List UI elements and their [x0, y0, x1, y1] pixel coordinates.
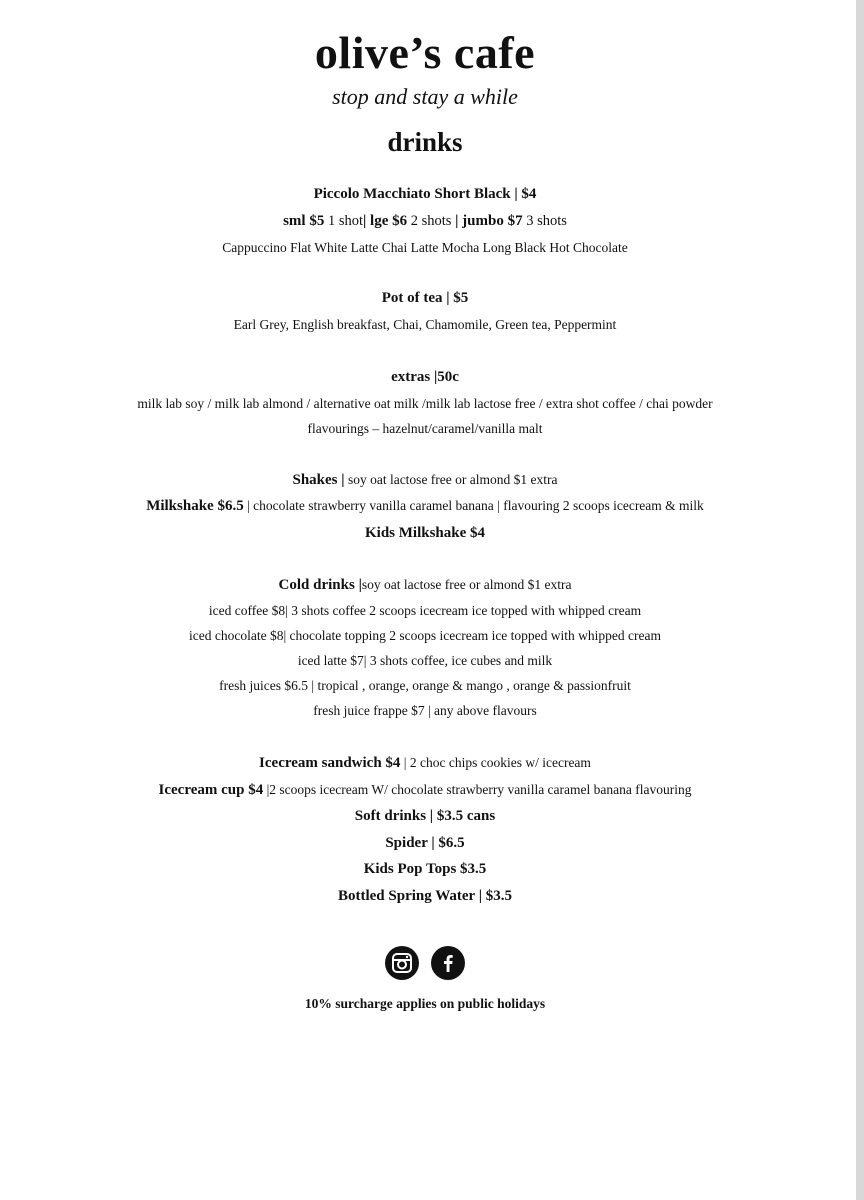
cafe-tagline: stop and stay a while — [332, 84, 518, 109]
page-edge — [856, 0, 864, 1200]
section-title-drinks: drinks — [387, 127, 463, 157]
cafe-title: olive’s cafe — [314, 27, 536, 78]
kids-milkshake: Kids Milkshake $4 — [364, 525, 486, 541]
cold-item: iced latte $7| 3 shots coffee, ice cubes and milk — [297, 653, 553, 668]
instagram-icon[interactable] — [385, 946, 419, 980]
milkshake-label: Milkshake $6.5 — [146, 498, 244, 514]
bottled-water: Bottled Spring Water | $3.5 — [337, 888, 512, 904]
spider: Spider | $6.5 — [385, 835, 465, 851]
coffee-varieties: Cappuccino Flat White Latte Chai Latte Mocha Long Black Hot Chocolate — [222, 240, 628, 255]
cold-drinks-label: Cold drinks | — [278, 577, 362, 593]
cold-drinks-heading — [0, 577, 850, 594]
icecream-sandwich-desc: | 2 choc chips cookies w/ icecream — [400, 755, 591, 770]
icecream-cup-label: Icecream cup $4 — [158, 782, 264, 798]
size-lge-desc: 2 shots — [407, 213, 452, 229]
shakes-heading — [0, 472, 850, 489]
extras-milk-options: milk lab soy / milk lab almond / alternative oat milk /milk lab lactose free / extra shot coffee / chai powder — [137, 396, 713, 411]
icecream-cup — [0, 782, 850, 799]
social-icons — [0, 946, 850, 980]
icecream-cup-desc: |2 scoops icecream W/ chocolate strawberry vanilla caramel banana flavouring — [263, 782, 692, 797]
cold-drinks-note: soy oat lactose free or almond $1 extra — [361, 577, 572, 592]
tea-heading: Pot of tea | $5 — [381, 290, 469, 306]
extras-flavourings: flavourings – hazelnut/caramel/vanilla malt — [307, 421, 543, 436]
cold-item: iced chocolate $8| chocolate topping 2 scoops icecream ice topped with whipped cream — [188, 628, 662, 643]
coffee-heading: Piccolo Macchiato Short Black | $4 — [313, 186, 537, 202]
extras-heading: extras |50c — [391, 369, 459, 385]
cold-item: fresh juice frappe $7 | any above flavours — [313, 703, 537, 718]
milkshake-desc: | chocolate strawberry vanilla caramel banana | flavouring 2 scoops icecream & milk — [243, 498, 704, 513]
facebook-icon[interactable] — [431, 946, 465, 980]
size-jumbo-label: | jumbo $7 — [455, 213, 523, 229]
shakes-note: soy oat lactose free or almond $1 extra — [344, 472, 558, 487]
size-sml-desc: 1 shot — [324, 213, 363, 229]
icecream-sandwich — [0, 755, 850, 772]
milkshake-line — [0, 498, 850, 515]
size-lge-label: | lge $6 — [363, 213, 408, 229]
kids-pop-tops: Kids Pop Tops $3.5 — [363, 861, 487, 877]
size-sml-label: sml $5 — [283, 213, 325, 229]
surcharge-note: 10% surcharge applies on public holidays — [304, 996, 546, 1011]
tea-varieties: Earl Grey, English breakfast, Chai, Chamomile, Green tea, Peppermint — [233, 317, 617, 332]
cold-item: iced coffee $8| 3 shots coffee 2 scoops icecream ice topped with whipped cream — [208, 603, 642, 618]
shakes-label: Shakes | — [292, 472, 345, 488]
coffee-sizes — [0, 213, 850, 230]
size-jumbo-desc: 3 shots — [522, 213, 567, 229]
icecream-sandwich-label: Icecream sandwich $4 — [259, 755, 401, 771]
cold-item: fresh juices $6.5 | tropical , orange, orange & mango , orange & passionfruit — [219, 678, 631, 693]
soft-drinks: Soft drinks | $3.5 cans — [354, 808, 496, 824]
